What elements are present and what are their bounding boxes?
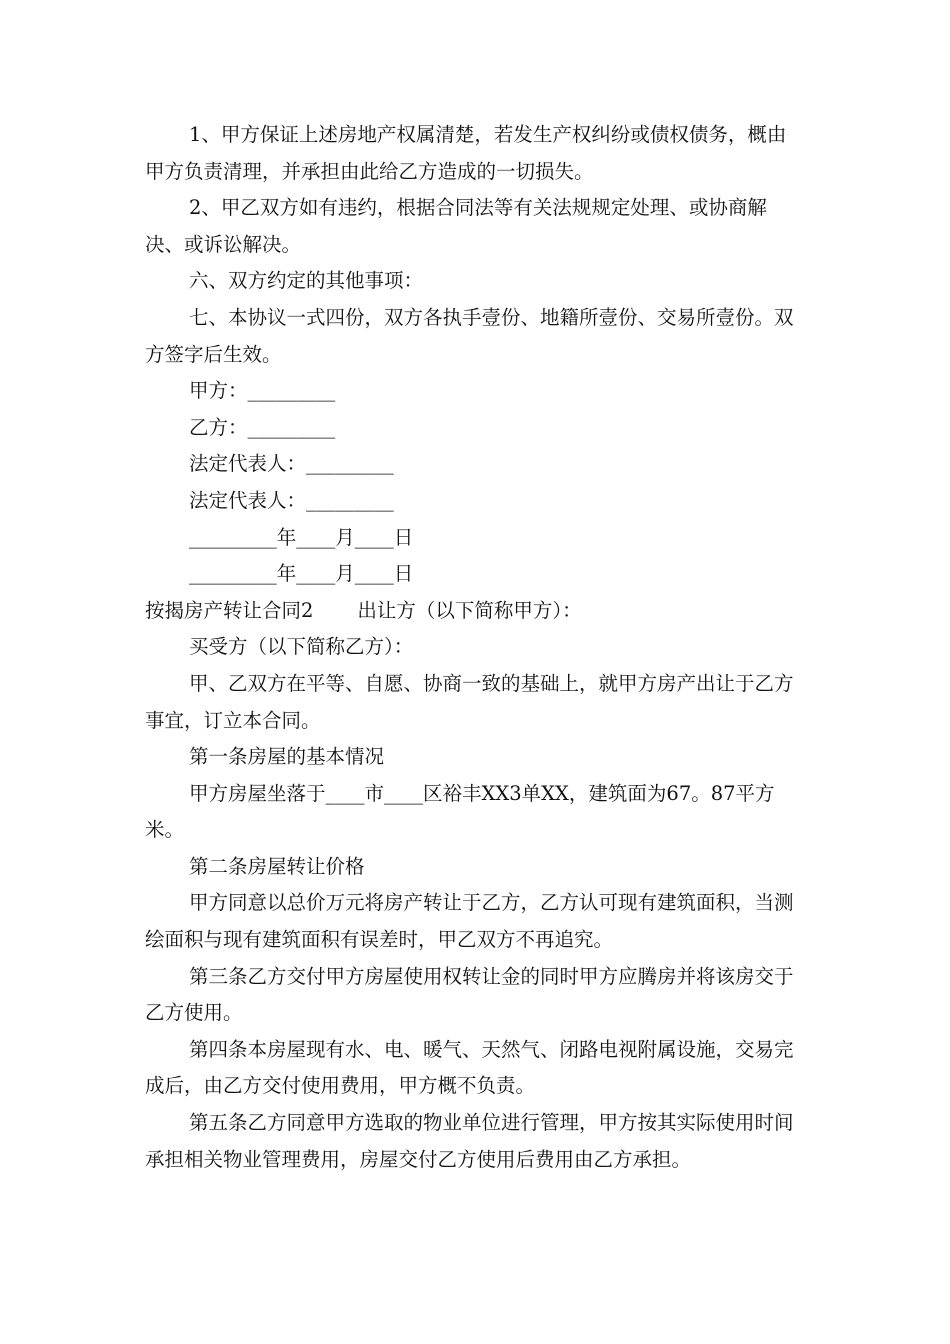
contract-title: 按揭房产转让合同2 xyxy=(145,598,314,622)
article-1-body: 甲方房屋坐落于____市____区裕丰XX3单XX，建筑面为67。87平方米。 xyxy=(145,781,775,842)
article-1-heading: 第一条房屋的基本情况 xyxy=(189,745,385,769)
article-4-body: 第四条本房屋现有水、电、暖气、天然气、闭路电视附属设施，交易完成后，由乙方交付使用费用，甲方概不负责。 xyxy=(145,1037,794,1098)
paragraph-preamble: 甲、乙双方在平等、自愿、协商一致的基础上，就甲方房产出让于乙方事宜，订立本合同。 xyxy=(145,671,794,732)
paragraph-section-six: 六、双方约定的其他事项： xyxy=(189,269,424,293)
article-3-body: 第三条乙方交付甲方房屋使用权转让金的同时甲方应腾房并将该房交于乙方使用。 xyxy=(145,964,794,1025)
signature-party-b: 乙方：_________ xyxy=(189,415,336,439)
signature-date-2: _________年____月____日 xyxy=(189,562,414,586)
contract-heading-line xyxy=(145,593,805,630)
paragraph-section-seven: 七、本协议一式四份，双方各执手壹份、地籍所壹份、交易所壹份。双方签字后生效。 xyxy=(145,305,794,366)
signature-legal-rep-1: 法定代表人：_________ xyxy=(189,452,394,476)
signature-date-1: _________年____月____日 xyxy=(189,525,414,549)
signature-legal-rep-2: 法定代表人：_________ xyxy=(189,488,394,512)
article-2-body: 甲方同意以总价万元将房产转让于乙方，乙方认可现有建筑面积，当测绘面积与现有建筑面积有误差时，甲乙双方不再追究。 xyxy=(145,891,794,952)
article-2-heading: 第二条房屋转让价格 xyxy=(189,854,365,878)
article-5-body: 第五条乙方同意甲方选取的物业单位进行管理，甲方按其实际使用时间承担相关物业管理费用，房屋交付乙方使用后费用由乙方承担。 xyxy=(145,1111,794,1171)
document-body xyxy=(145,117,805,1178)
paragraph-clause-1: 1、甲方保证上述房地产权属清楚，若发生产权纠纷或债权债务，概由甲方负责清理，并承担由此给乙方造成的一切损失。 xyxy=(145,123,787,183)
seller-label: 出让方（以下简称甲方）： xyxy=(357,598,582,622)
signature-party-a: 甲方：_________ xyxy=(189,379,336,403)
paragraph-clause-2: 2、甲乙双方如有违约，根据合同法等有关法规规定处理、或协商解决、或诉讼解决。 xyxy=(145,196,767,256)
buyer-label: 买受方（以下简称乙方）： xyxy=(189,635,414,659)
